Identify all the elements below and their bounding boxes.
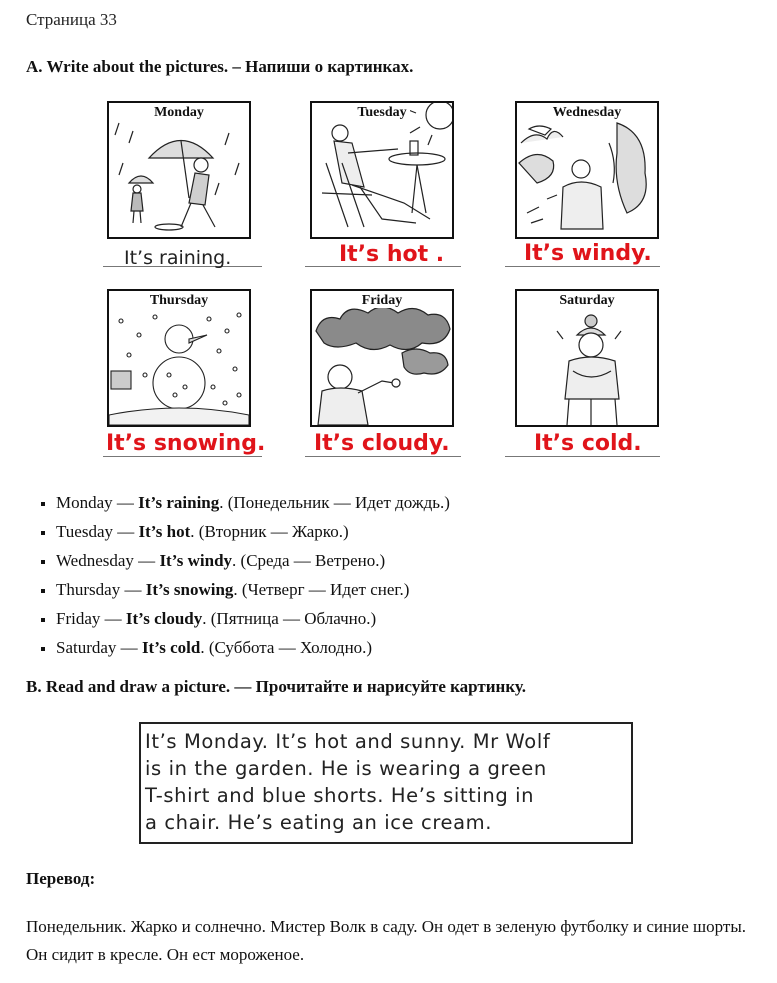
translation-title: Перевод: (26, 869, 96, 888)
day-label: Tuesday (312, 105, 452, 121)
picture-saturday (515, 289, 659, 427)
snow-illustration (109, 291, 249, 425)
list-item: ▪ Monday — It’s raining. (Понедельник — Идет дождь.) (56, 488, 450, 517)
answer-line (103, 456, 262, 457)
picture-monday (107, 101, 251, 239)
answers-list (22, 488, 450, 662)
reading-passage-box (139, 722, 633, 844)
day-label: Monday (109, 105, 249, 121)
answer-saturday: It’s cold. (534, 431, 642, 456)
answer-thursday: It’s snowing. (106, 431, 266, 456)
clouds-illustration (312, 291, 452, 425)
day-label: Saturday (517, 293, 657, 309)
list-item: ▪ Tuesday — It’s hot. (Вторник — Жарко.) (56, 517, 450, 546)
answer-friday: It’s cloudy. (314, 431, 450, 456)
picture-thursday (107, 289, 251, 427)
day-label: Friday (312, 293, 452, 309)
answer-line (305, 456, 461, 457)
rain-illustration (109, 103, 249, 237)
reading-passage: It’s Monday. It’s hot and sunny. Mr Wolf is in the garden. He is wearing a green T-shirt and blue shorts. He’s sitting in a chair. He’s eating an ice cream. (145, 730, 551, 834)
picture-tuesday (310, 101, 454, 239)
translation-text: Понедельник. Жарко и солнечно. Мистер Волк в саду. Он одет в зеленую футболку и синие шорты. Он сидит в кресле. Он ест мороженое. (26, 917, 746, 964)
answer-tuesday: It’s hot . (339, 242, 445, 267)
answer-line (505, 266, 660, 267)
list-item: ▪ Saturday — It’s cold. (Суббота — Холодно.) (56, 633, 450, 662)
picture-wednesday (515, 101, 659, 239)
day-label: Thursday (109, 293, 249, 309)
list-item: ▪ Wednesday — It’s windy. (Среда — Ветрено.) (56, 546, 450, 575)
cold-illustration (517, 291, 657, 425)
section-a-heading: A. Write about the pictures. – Напиши о картинках. (26, 57, 414, 76)
list-item: ▪ Friday — It’s cloudy. (Пятница — Облачно.) (56, 604, 450, 633)
sun-illustration (312, 103, 452, 237)
page-number: Страница 33 (26, 10, 117, 29)
answer-monday: It’s raining. (124, 247, 232, 269)
day-label: Wednesday (517, 105, 657, 121)
picture-friday (310, 289, 454, 427)
wind-illustration (517, 103, 657, 237)
answer-wednesday: It’s windy. (524, 241, 652, 266)
answer-line (505, 456, 660, 457)
list-item: ▪ Thursday — It’s snowing. (Четверг — Идет снег.) (56, 575, 450, 604)
section-b-heading: B. Read and draw a picture. — Прочитайте и нарисуйте картинку. (26, 677, 526, 696)
